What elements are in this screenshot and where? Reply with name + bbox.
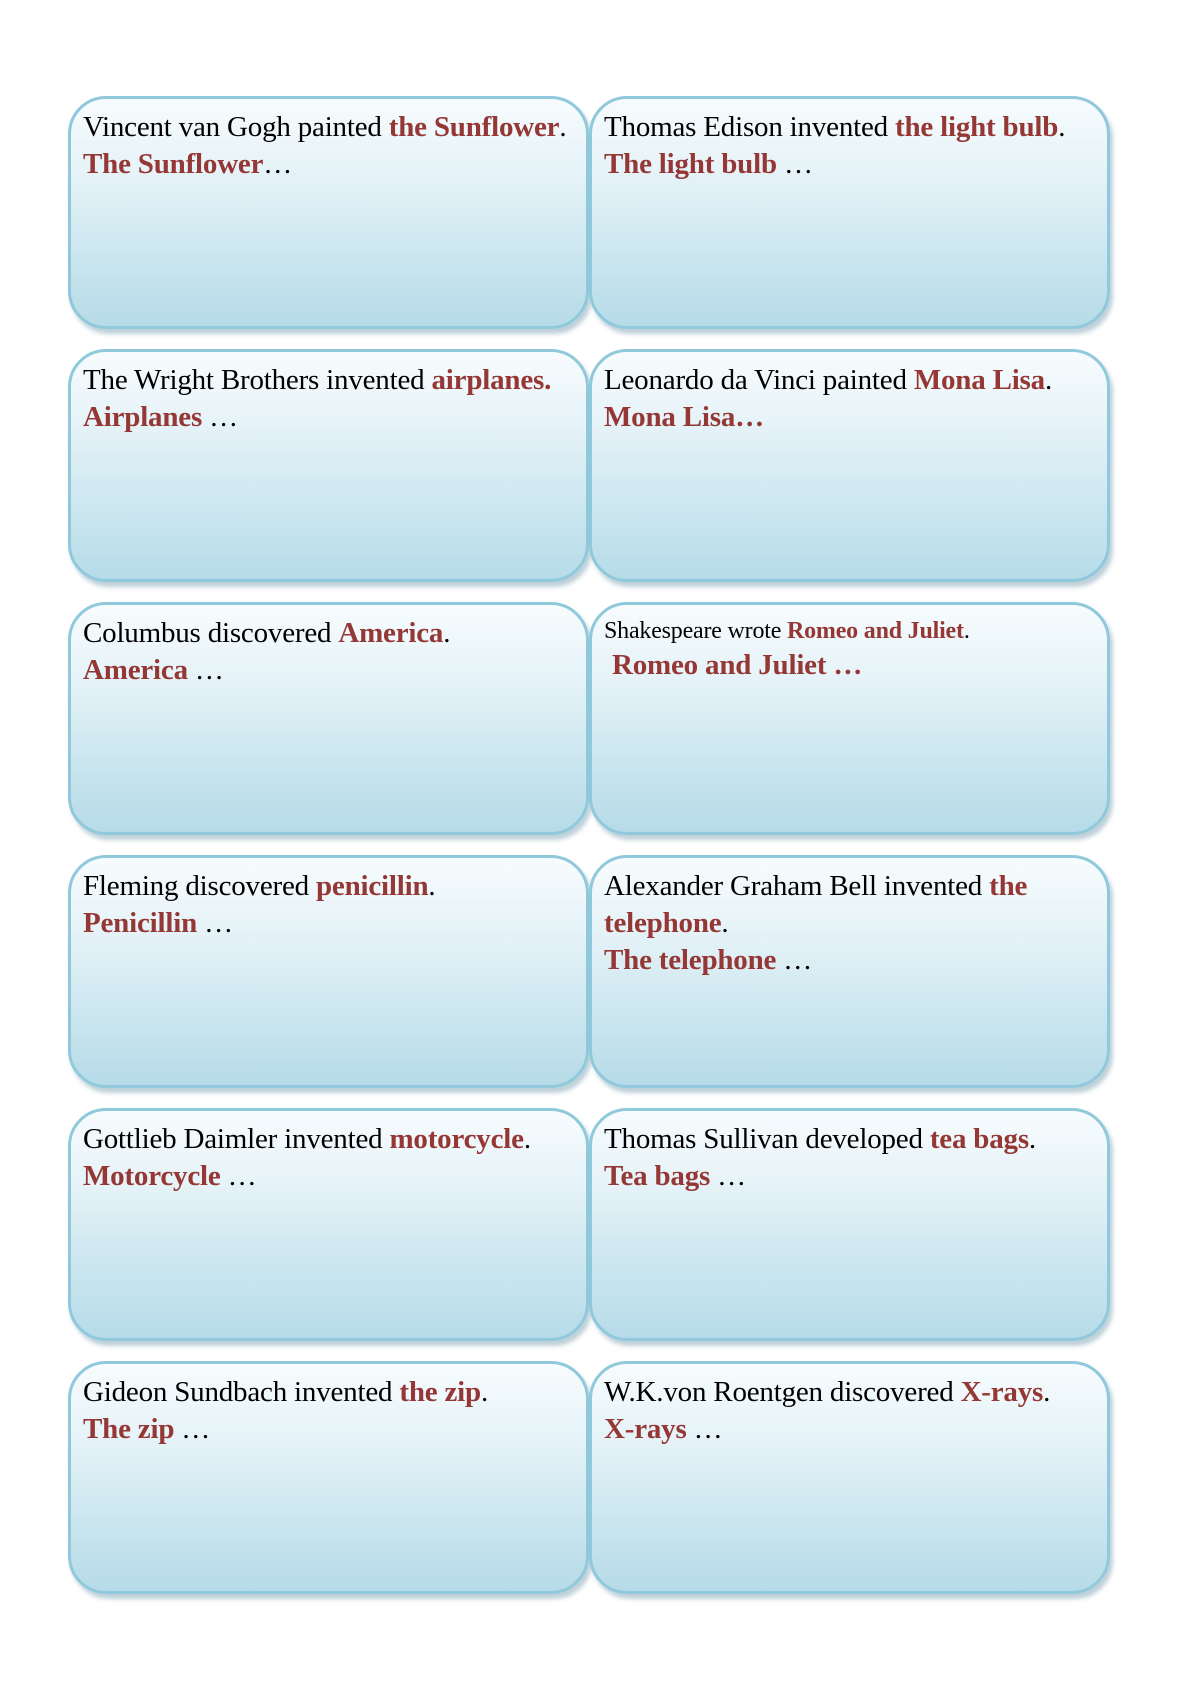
card-fleming xyxy=(68,855,589,1088)
card-sentence xyxy=(83,1121,572,1158)
card-columbus xyxy=(68,602,589,835)
sentence-text: Gideon Sundbach invented xyxy=(83,1376,400,1408)
sentence-end: . xyxy=(1058,111,1066,143)
card-grid xyxy=(68,96,1110,1594)
sentence-text: Alexander Graham Bell invented xyxy=(604,870,990,902)
prompt-ellipsis: … xyxy=(263,148,293,180)
prompt-ellipsis: … xyxy=(710,1160,746,1192)
card-prompt xyxy=(604,399,1093,436)
card-sentence xyxy=(604,868,1093,942)
prompt-subject: X-rays xyxy=(604,1413,687,1445)
sentence-text: Thomas Edison invented xyxy=(604,111,895,143)
prompt-subject: The light bulb xyxy=(604,148,777,180)
prompt-subject: The zip xyxy=(83,1413,175,1445)
sentence-end: . xyxy=(1044,364,1053,396)
card-prompt xyxy=(604,146,1093,183)
card-sentence xyxy=(83,868,572,905)
sentence-text: Thomas Sullivan developed xyxy=(604,1123,930,1155)
sentence-highlight: tea bags xyxy=(929,1123,1029,1155)
sentence-text: Shakespeare wrote xyxy=(604,618,787,644)
sentence-text: Vincent van Gogh painted xyxy=(83,111,389,143)
card-prompt xyxy=(83,905,572,942)
card-prompt xyxy=(83,1158,572,1195)
sentence-end: . xyxy=(1043,1376,1051,1408)
prompt-subject: The telephone xyxy=(604,944,777,976)
card-bell xyxy=(589,855,1110,1088)
prompt-subject: The Sunflower xyxy=(83,148,264,180)
sentence-end: . xyxy=(721,907,729,939)
prompt-ellipsis: … xyxy=(187,654,224,686)
prompt-ellipsis: … xyxy=(197,907,233,939)
sentence-highlight: penicillin xyxy=(316,870,429,902)
sentence-highlight: the telephone xyxy=(604,870,1028,939)
card-daimler xyxy=(68,1108,589,1341)
prompt-subject: America xyxy=(83,654,188,686)
card-prompt xyxy=(604,1411,1093,1448)
prompt-ellipsis: … xyxy=(686,1413,723,1445)
sentence-highlight: motorcycle xyxy=(389,1123,524,1155)
prompt-subject: Penicillin xyxy=(83,907,198,939)
card-roentgen xyxy=(589,1361,1110,1594)
sentence-highlight: X-rays xyxy=(960,1376,1044,1408)
sentence-end: . xyxy=(963,618,970,644)
prompt-subject: Airplanes xyxy=(83,401,203,433)
card-van-gogh xyxy=(68,96,589,329)
card-sentence xyxy=(83,615,572,652)
sentence-highlight: the zip xyxy=(399,1376,481,1408)
sentence-end: . xyxy=(523,1123,531,1155)
prompt-subject: Motorcycle xyxy=(83,1160,221,1192)
sentence-end: . xyxy=(1028,1123,1036,1155)
card-prompt xyxy=(604,1158,1093,1195)
sentence-end: . xyxy=(559,111,567,143)
card-sundbach xyxy=(68,1361,589,1594)
sentence-text: Columbus discovered xyxy=(83,617,339,649)
card-sentence xyxy=(604,615,1093,647)
prompt-subject: Romeo and Juliet … xyxy=(612,649,863,681)
sentence-highlight: the Sunflower xyxy=(388,111,560,143)
card-da-vinci xyxy=(589,349,1110,582)
sentence-end: . xyxy=(428,870,436,902)
card-wright-brothers xyxy=(68,349,589,582)
card-prompt xyxy=(83,399,572,436)
sentence-text: The Wright Brothers invented xyxy=(83,364,432,396)
sentence-highlight: airplanes. xyxy=(431,364,552,396)
sentence-highlight: America xyxy=(338,617,444,649)
prompt-ellipsis: … xyxy=(202,401,238,433)
prompt-ellipsis: … xyxy=(776,944,813,976)
sentence-highlight: the light bulb xyxy=(895,111,1059,143)
prompt-ellipsis: … xyxy=(776,148,813,180)
card-prompt xyxy=(83,146,572,183)
prompt-subject: Tea bags xyxy=(604,1160,711,1192)
card-sentence xyxy=(83,1374,572,1411)
card-sentence xyxy=(83,109,572,146)
card-sentence xyxy=(83,362,572,399)
card-sentence xyxy=(604,109,1093,146)
card-prompt xyxy=(604,647,1093,684)
card-sentence xyxy=(604,1121,1093,1158)
prompt-ellipsis: … xyxy=(220,1160,257,1192)
card-sentence xyxy=(604,362,1093,399)
card-prompt xyxy=(604,942,1093,979)
sentence-text: W.K.von Roentgen discovered xyxy=(604,1376,961,1408)
card-sullivan xyxy=(589,1108,1110,1341)
sentence-highlight: Romeo and Juliet xyxy=(787,618,964,644)
prompt-subject: Mona Lisa… xyxy=(604,401,764,433)
sentence-text: Fleming discovered xyxy=(83,870,316,902)
card-prompt xyxy=(83,652,572,689)
sentence-text: Gottlieb Daimler invented xyxy=(83,1123,390,1155)
prompt-ellipsis: … xyxy=(174,1413,211,1445)
card-prompt xyxy=(83,1411,572,1448)
sentence-end: . xyxy=(443,617,451,649)
card-sentence xyxy=(604,1374,1093,1411)
sentence-text: Leonardo da Vinci painted xyxy=(604,364,914,396)
sentence-highlight: Mona Lisa xyxy=(913,364,1045,396)
sentence-end: . xyxy=(480,1376,488,1408)
card-shakespeare xyxy=(589,602,1110,835)
card-edison xyxy=(589,96,1110,329)
